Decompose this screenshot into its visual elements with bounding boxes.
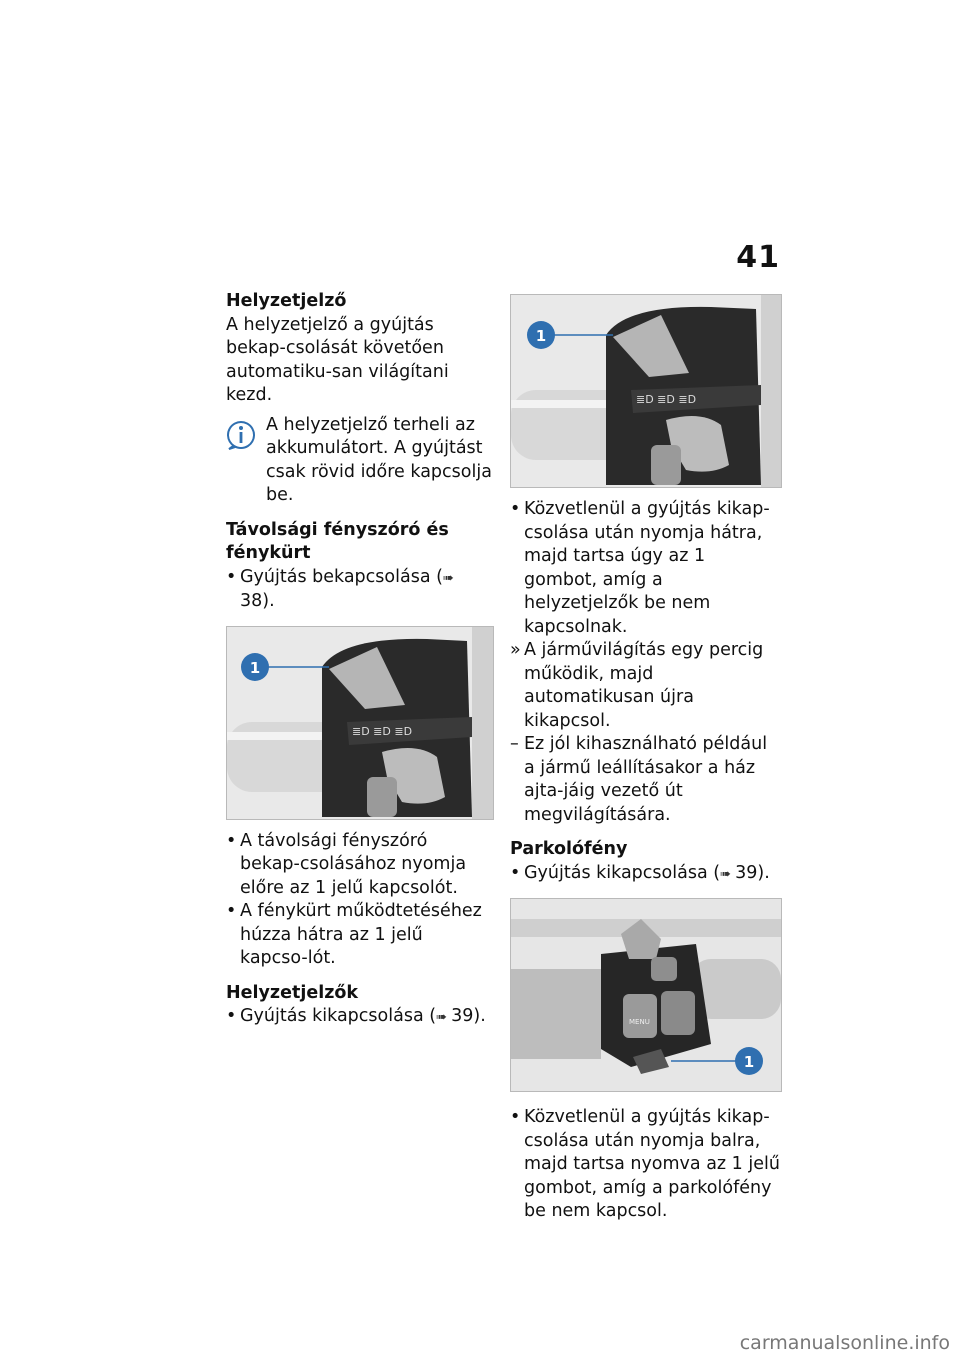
step-text: A fénykürt működtetéséhez húzza hátra az 1 jelű kapcso-lót. [240,901,482,968]
page-ref-arrow-icon: ➠ [720,866,736,882]
page-ref-arrow-icon: ➠ [436,1010,452,1025]
page-number: 41 [736,240,780,275]
step-ignition-off: • Gyújtás kikapcsolása (➠ 39). [510,862,770,883]
step-headlight-flasher: • A fénykürt működtetéséhez húzza hátra az 1 jelű kapcso-lót. [226,901,482,968]
callout-1: 1 [249,658,261,677]
callout-1: 1 [743,1053,755,1071]
figure-parking-light-switch [510,898,782,1092]
step-ref: 38). [240,591,275,611]
right-column [510,294,782,1224]
left-switch-unit-illustration [511,899,781,1091]
section-title-parking-light: Parkolófény [510,839,628,859]
step-text: A távolsági fényszóró bekap-csolásához nyomja előre az 1 jelű kapcsolót. [240,830,467,898]
note-text: A helyzetjelző terheli az akkumulátort. A gyújtást csak rövid időre kapcsolja be. [266,414,492,505]
info-icon [226,420,256,450]
step-position-light: • Közvetlenül a gyújtás kikap-csolása után nyomja hátra, majd tartsa úgy az 1 gombot, amíg a helyzetjelzők be nem kapcsolnak. [510,499,770,637]
handlebar-switch-illustration [511,295,781,487]
section-title-position-light: Helyzetjelző [226,291,347,311]
step-text: Közvetlenül a gyújtás kikap-csolása után nyomja hátra, majd tartsa úgy az 1 gombot, amíg a helyzetjelzők be nem kapcsolnak. [524,499,770,637]
hint-position-light: – Ez jól kihasználható például a jármű leállításakor a ház ajta-jáig vezető út megvilágítására. [510,734,768,825]
handlebar-switch-illustration [227,627,493,819]
step-ignition-off: • Gyújtás kikapcsolása (➠ 39). [226,1006,486,1026]
watermark: carmanualsonline.info [739,1332,950,1354]
section-text-position-light: A helyzetjelző a gyújtás bekap-csolását követően automatiku-san világítani kezd. [226,314,449,405]
step-ref: 39). [451,1006,486,1026]
step-ref: 39). [735,862,770,883]
step-text: Gyújtás kikapcsolása ( [524,862,721,883]
step-ignition-on: • Gyújtás bekapcsolása (➠ 38). [226,566,454,611]
step-high-beam: • A távolsági fényszóró bekap-csolásához nyomja előre az 1 jelű kapcsolót. [226,830,467,898]
battery-note [226,414,492,508]
hint-text: Ez jól kihasználható például a jármű leállításakor a ház ajta-jáig vezető út megvilágítására. [524,734,768,825]
menu-button-label: MENU [629,1018,650,1026]
figure-position-light-switch [510,294,782,488]
svg-text:≣D ≣D ≣D: ≣D ≣D ≣D [352,724,413,738]
section-title-high-beam: Távolsági fényszóró és fénykürt [226,519,449,563]
page-ref-arrow-icon: ➠ [442,570,454,586]
result-position-light: » A járművilágítás egy percig működik, majd automatikusan újra kikapcsol. [510,640,764,731]
step-text: Gyújtás bekapcsolása ( [240,566,443,587]
left-column [226,290,492,1030]
figure-high-beam-switch [226,626,494,820]
result-text: A járművilágítás egy percig működik, majd automatikusan újra kikapcsol. [524,640,764,731]
step-parking-light: • Közvetlenül a gyújtás kikap-csolása után nyomja balra, majd tartsa nyomva az 1 jelű gombot, amíg a parkolófény be nem kapcsol. [510,1107,780,1221]
step-text: Gyújtás kikapcsolása ( [240,1006,437,1026]
section-title-position-lights: Helyzetjelzők [226,982,359,1003]
svg-text:≣D ≣D ≣D: ≣D ≣D ≣D [636,393,697,406]
callout-1: 1 [535,327,547,345]
step-text: Közvetlenül a gyújtás kikap-csolása után nyomja balra, majd tartsa nyomva az 1 jelű gombot, amíg a parkolófény be nem kapcsol. [524,1107,780,1221]
